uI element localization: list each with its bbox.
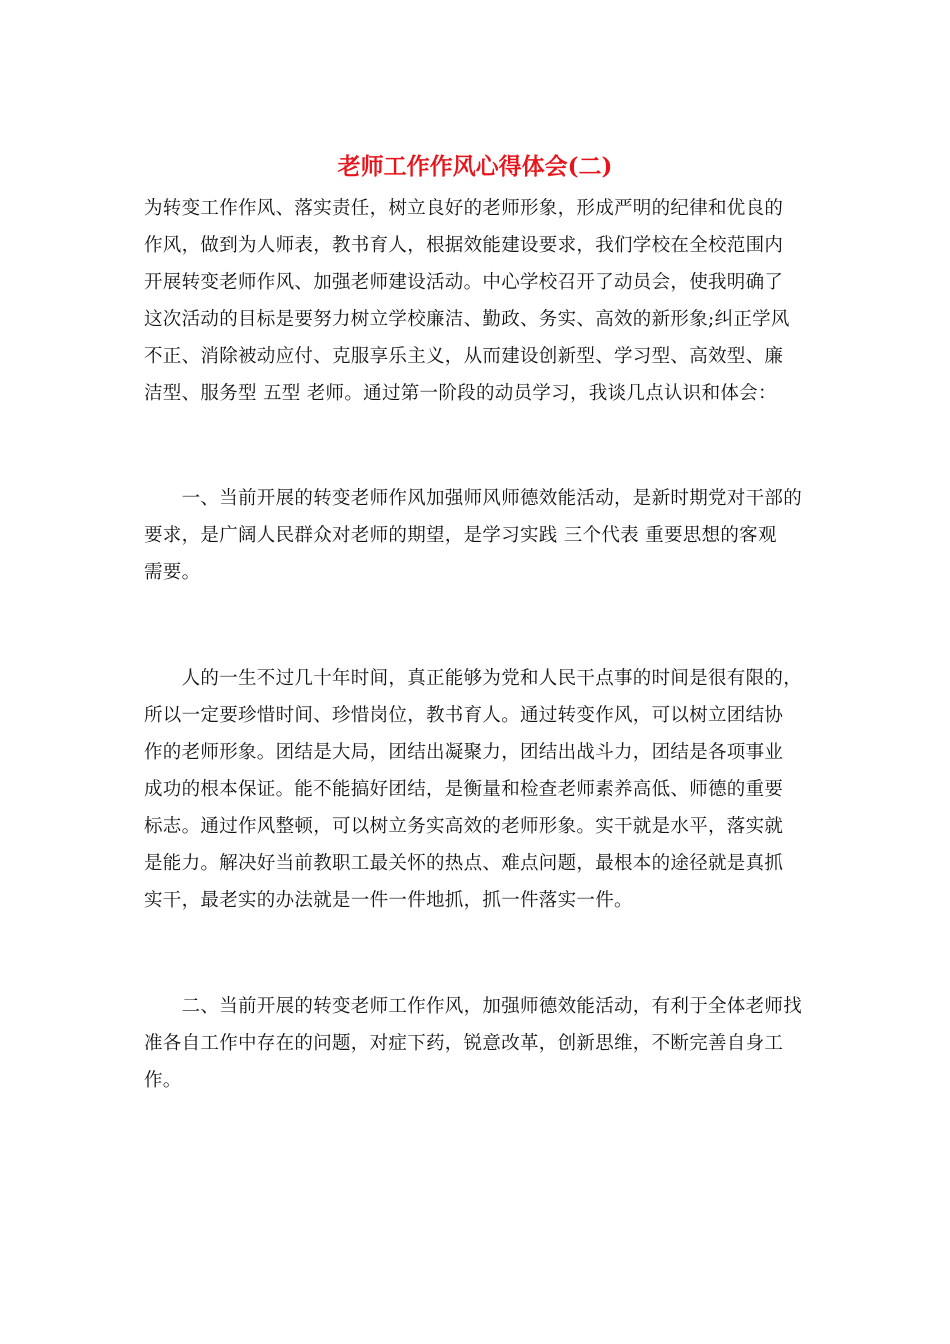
text-line: 不正、消除被动应付、克服享乐主义，从而建设创新型、学习型、高效型、廉	[144, 346, 784, 367]
text-line: 是能力。解决好当前教职工最关怀的热点、难点问题，最根本的途径就是真抓	[144, 853, 784, 874]
text-line: 标志。通过作风整顿，可以树立务实高效的老师形象。实干就是水平，落实就	[144, 816, 784, 837]
text-line: 二、当前开展的转变老师工作作风，加强师德效能活动，有利于全体老师找	[144, 996, 803, 1017]
section-one-paragraph	[144, 480, 806, 591]
text-line: 需要。	[144, 562, 201, 583]
text-line: 实干，最老实的办法就是一件一件地抓，抓一件落实一件。	[144, 890, 633, 911]
document-title: 老师工作作风心得体会(二)	[337, 153, 613, 180]
text-line: 一、当前开展的转变老师作风加强师风师德效能活动，是新时期党对干部的	[144, 488, 803, 509]
text-line: 成功的根本保证。能不能搞好团结，是衡量和检查老师素养高低、师德的重要	[144, 779, 784, 800]
text-line: 洁型、服务型 五型 老师。通过第一阶段的动员学习，我谈几点认识和体会：	[144, 383, 777, 404]
text-line: 作风，做到为人师表，教书育人，根据效能建设要求，我们学校在全校范围内	[144, 235, 784, 256]
text-line: 要求，是广阔人民群众对老师的期望，是学习实践 三个代表 重要思想的客观	[144, 525, 777, 546]
text-line: 作。	[144, 1070, 182, 1091]
text-line: 所以一定要珍惜时间、珍惜岗位，教书育人。通过转变作风，可以树立团结协	[144, 705, 784, 726]
section-two-paragraph	[144, 988, 806, 1099]
text-line: 准各自工作中存在的问题，对症下药，锐意改革，创新思维，不断完善自身工	[144, 1033, 784, 1054]
text-line: 作的老师形象。团结是大局，团结出凝聚力，团结出战斗力，团结是各项事业	[144, 742, 784, 763]
body-paragraph	[144, 660, 806, 919]
intro-paragraph	[144, 190, 806, 412]
text-line: 开展转变老师作风、加强老师建设活动。中心学校召开了动员会，使我明确了	[144, 272, 784, 293]
text-line: 这次活动的目标是要努力树立学校廉洁、勤政、务实、高效的新形象;纠正学风	[144, 309, 790, 330]
text-line: 人的一生不过几十年时间，真正能够为党和人民干点事的时间是很有限的，	[144, 668, 803, 689]
text-line: 为转变工作作风、落实责任，树立良好的老师形象，形成严明的纪律和优良的	[144, 198, 784, 219]
